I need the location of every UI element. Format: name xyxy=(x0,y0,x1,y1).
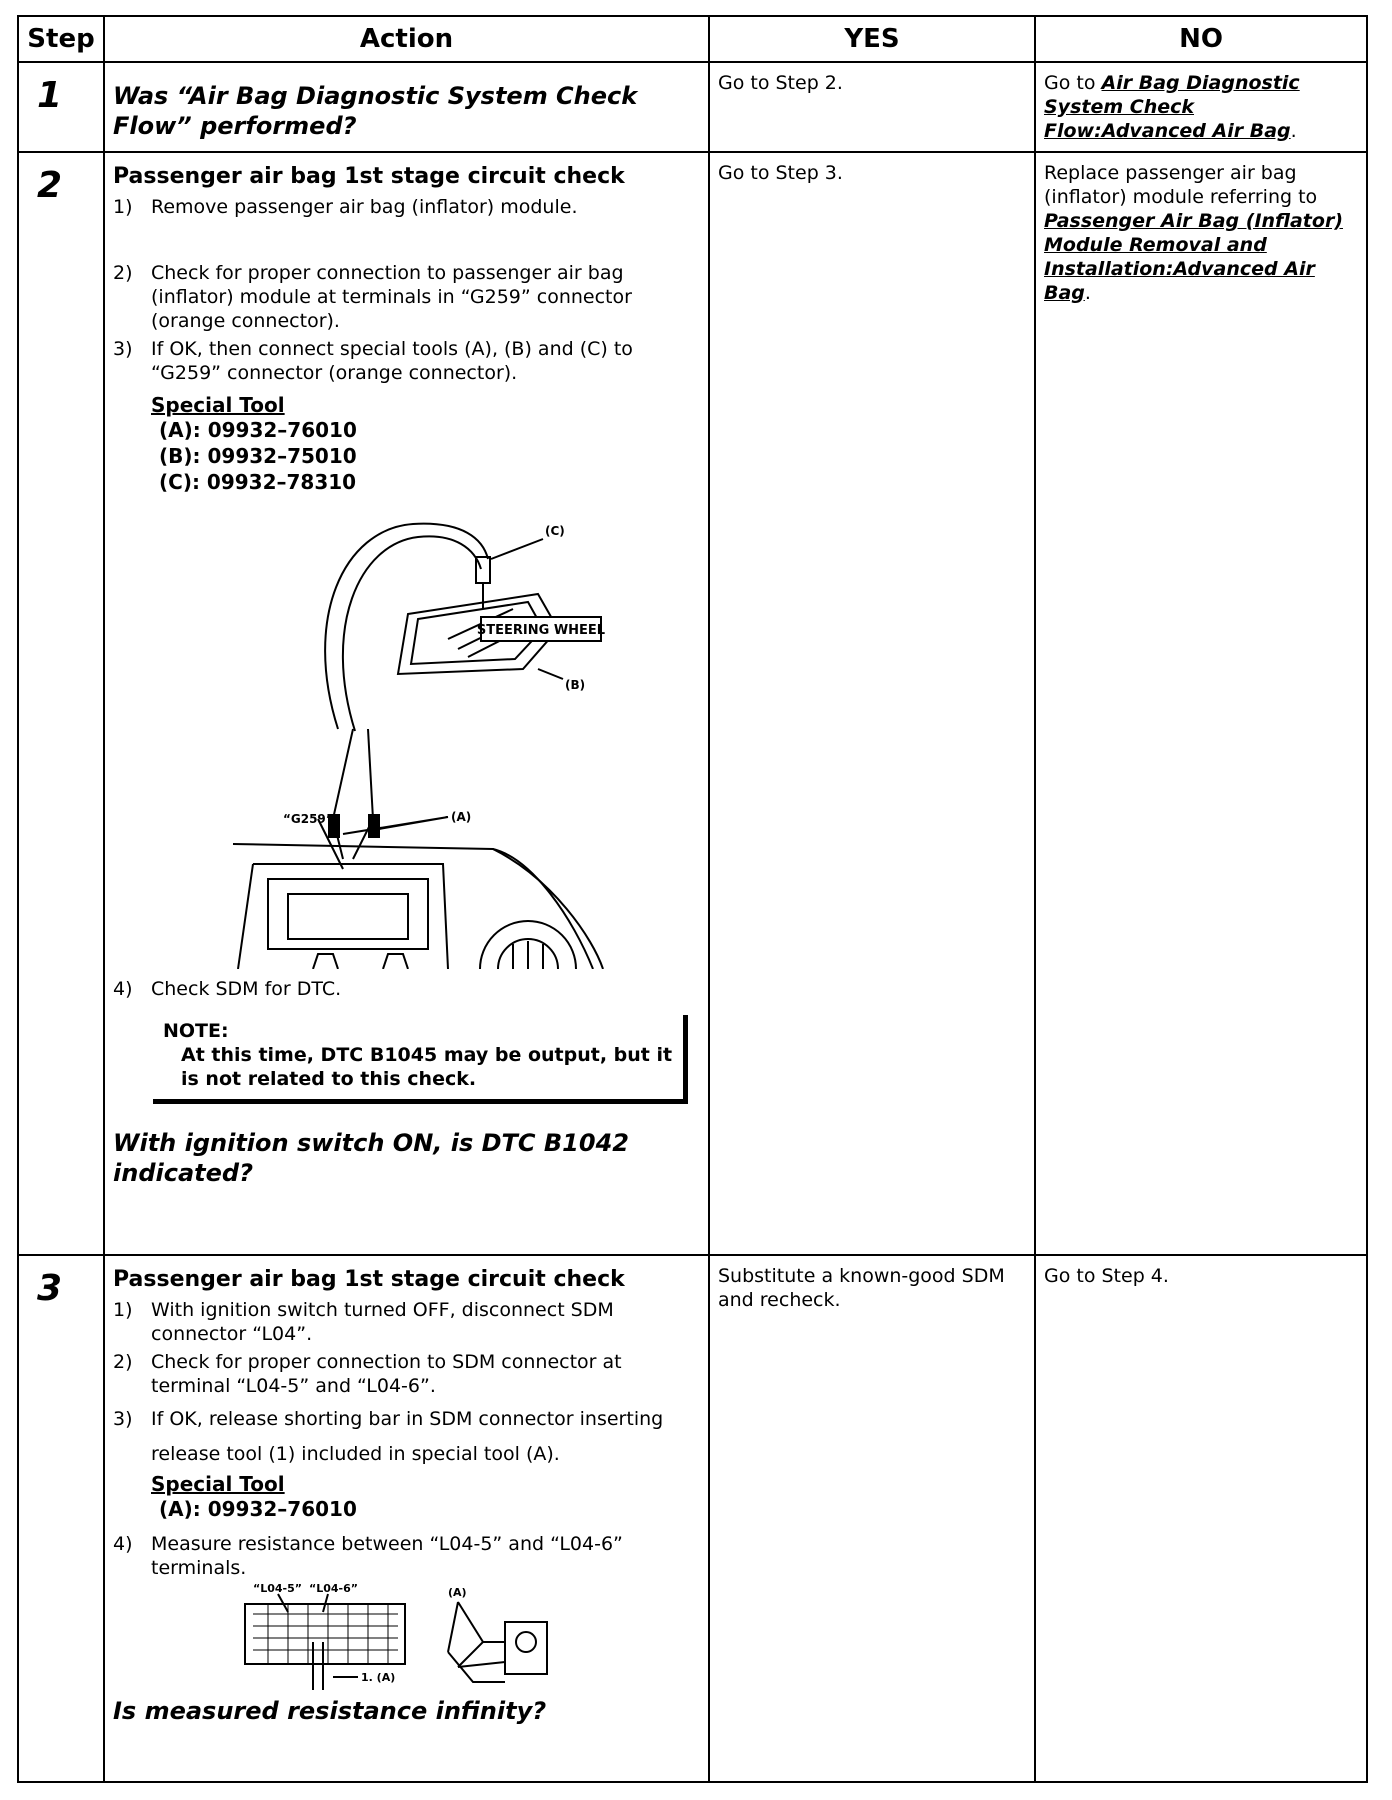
step-row-1 xyxy=(18,62,1367,152)
step2-list xyxy=(113,195,700,385)
step3-list-cont xyxy=(113,1532,700,1580)
step3-action xyxy=(104,1255,709,1782)
step3-question: Is measured resistance infinity? xyxy=(113,1697,547,1725)
diagnostic-table xyxy=(17,15,1368,1783)
step3-list xyxy=(113,1298,700,1472)
label-b: (B) xyxy=(565,678,586,692)
step2-no-prefix: Replace passenger air bag (inflator) module referring to xyxy=(1044,162,1318,208)
list-item: 1) Remove passenger air bag (inflator) module. xyxy=(113,196,578,218)
step2-yes: Go to Step 3. xyxy=(709,152,1035,1255)
label-l04-6: “L04-6” xyxy=(309,1582,358,1595)
list-item: 4) Measure resistance between “L04-5” and “L04-6” terminals. xyxy=(113,1533,623,1579)
list-item: 1) With ignition switch turned OFF, disconnect SDM connector “L04”. xyxy=(113,1299,614,1345)
tool-item: (C): 09932–78310 xyxy=(159,470,357,494)
header-step: Step xyxy=(18,16,104,62)
special-tool-title: Special Tool xyxy=(151,1472,285,1496)
step-row-3 xyxy=(18,1255,1367,1782)
tool-item: (B): 09932–75010 xyxy=(159,444,357,468)
steering-wheel-diagram xyxy=(193,499,663,969)
header-action: Action xyxy=(104,16,709,62)
step2-action xyxy=(104,152,709,1255)
tool-item: (A): 09932–76010 xyxy=(159,1497,357,1521)
step1-no-prefix: Go to xyxy=(1044,72,1102,94)
step-number: 3 xyxy=(18,1255,104,1782)
step2-no xyxy=(1035,152,1367,1255)
step3-yes: Substitute a known-good SDM and recheck. xyxy=(709,1255,1035,1782)
step1-no-link[interactable]: Air Bag Diagnostic System Check Flow:Advanced Air Bag xyxy=(1044,72,1300,142)
step1-action xyxy=(104,62,709,152)
header-yes: YES xyxy=(709,16,1035,62)
header-no: NO xyxy=(1035,16,1367,62)
step-number: 2 xyxy=(18,152,104,1255)
step3-heading: Passenger air bag 1st stage circuit check xyxy=(113,1267,625,1292)
sdm-connector-diagram xyxy=(243,1582,663,1694)
list-item: 2) Check for proper connection to passenger air bag (inflator) module at terminals in “G259” connector (orange connector). xyxy=(113,262,632,332)
label-l04-5: “L04-5” xyxy=(253,1582,302,1595)
step1-question: Was “Air Bag Diagnostic System Check Flow” performed? xyxy=(113,82,638,140)
note-title: NOTE: xyxy=(163,1020,229,1042)
step-row-2 xyxy=(18,152,1367,1255)
list-item: 3) If OK, release shorting bar in SDM connector inserting release tool (1) included in special tool (A). xyxy=(113,1408,664,1465)
step2-heading: Passenger air bag 1st stage circuit check xyxy=(113,164,625,189)
label-one: 1. (A) xyxy=(361,1671,396,1684)
step3-no: Go to Step 4. xyxy=(1035,1255,1367,1782)
tool-item: (A): 09932–76010 xyxy=(159,418,357,442)
label-c: (C) xyxy=(545,524,565,538)
step3-special-tool xyxy=(151,1472,700,1522)
list-item: 3) If OK, then connect special tools (A), (B) and (C) to “G259” connector (orange connector). xyxy=(113,338,633,384)
step1-no xyxy=(1035,62,1367,152)
note-body: At this time, DTC B1045 may be output, but it is not related to this check. xyxy=(181,1044,673,1090)
label-a: (A) xyxy=(451,810,472,824)
step2-special-tool xyxy=(151,393,700,495)
step2-no-link[interactable]: Passenger Air Bag (Inflator) Module Removal and Installation:Advanced Air Bag xyxy=(1044,210,1343,304)
label-g259: “G259” xyxy=(283,812,334,826)
step2-question: With ignition switch ON, is DTC B1042 indicated? xyxy=(113,1129,629,1187)
list-item: 2) Check for proper connection to SDM connector at terminal “L04-5” and “L04-6”. xyxy=(113,1351,622,1397)
label-a: (A) xyxy=(448,1586,467,1599)
header-row xyxy=(18,16,1367,62)
note-box xyxy=(153,1015,688,1104)
step2-no-suffix: . xyxy=(1084,282,1091,304)
step1-no-suffix: . xyxy=(1290,120,1297,142)
step1-yes: Go to Step 2. xyxy=(709,62,1035,152)
label-steering-wheel: STEERING WHEEL xyxy=(476,623,606,638)
step2-list-cont xyxy=(113,977,700,1001)
special-tool-title: Special Tool xyxy=(151,393,285,417)
list-item: 4) Check SDM for DTC. xyxy=(113,978,342,1000)
step-number: 1 xyxy=(18,62,104,152)
